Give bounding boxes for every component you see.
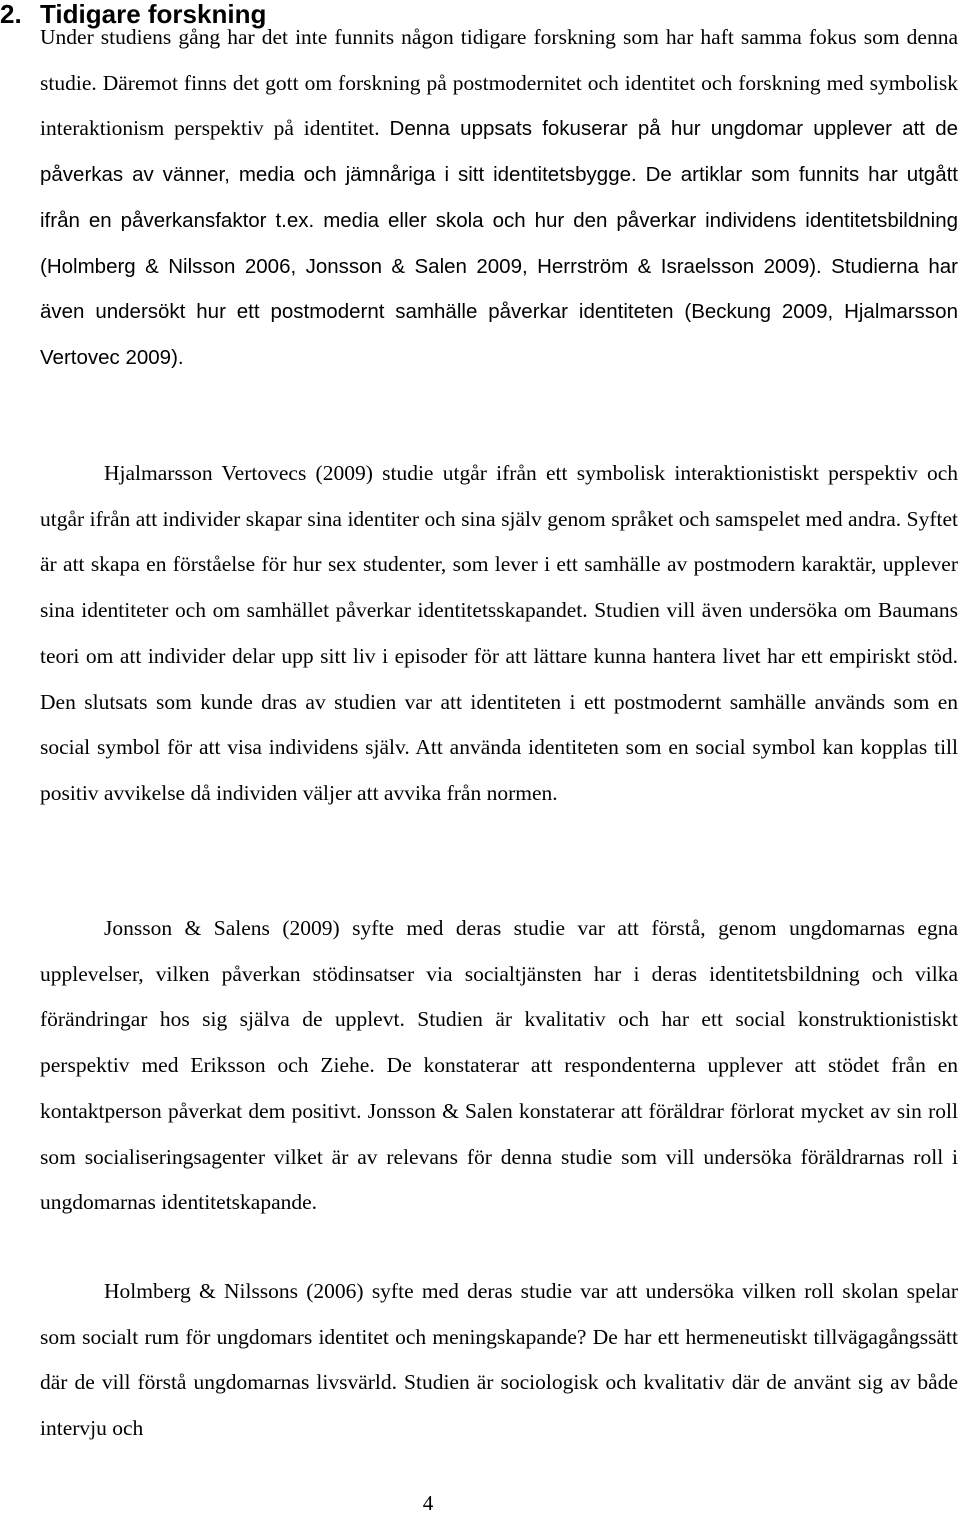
paragraph-intro-text: Under studiens gång har det inte funnits någon tidigare forskning som har haft samma fokus som denna studie. Däremot finns det gott om forskning på postmodernitet och identitet och forskning med symbolisk interaktionism perspektiv på identitet. <box>40 25 958 141</box>
section-title: Tidigare forskning <box>40 0 267 29</box>
paragraph-jonsson-salen: Jonsson & Salens (2009) syfte med deras studie var att förstå, genom ungdomarnas egna upplevelser, vilken påverkan stödinsatser via socialtjänsten har i deras identitetsbildning och vilka förändringar hos sig själva de upplevt. Studien är kvalitativ och har ett social konstruktionistiskt perspektiv med Eriksson och Ziehe. De konstaterar att respondenterna upplever att stödet från en kontaktperson påverkat dem positivt. Jonsson & Salen konstaterar att föräldrar förlorat mycket av sin roll som socialiseringsagenter vilket är av relevans för denna studie som vill undersöka föräldrarnas roll i ungdomarnas identitetskapande. <box>40 916 958 1215</box>
paragraph-holmberg-nilsson: Holmberg & Nilssons (2006) syfte med deras studie var att undersöka vilken roll skolan spelar som socialt rum för ungdomars identitet och meningskapande? De har ett hermeneutiskt tillvägagångssätt där de vill förstå ungdomarnas livsvärld. Studien är sociologisk och kvalitativ där de använt sig av både intervju och <box>40 1279 958 1441</box>
section-number: 2. <box>0 0 22 29</box>
paragraph-intro-focus-text: Denna uppsats fokuserar på hur ungdomar upplever att de påverkas av vänner, media och jämnåriga i sitt identitetsbygge. De artiklar som funnits har utgått ifrån en påverkansfaktor t.ex. media eller skola och hur den påverkar individens identitetsbildning (Holmberg & Nilsson 2006, Jonsson & Salen 2009, Herrström & Israelsson 2009). Studierna har även undersökt hur ett postmodernt samhälle påverkar identiteten (Beckung 2009, Hjalmarsson Vertovec 2009). <box>40 117 959 369</box>
paragraph-hjalmarsson: Hjalmarsson Vertovecs (2009) studie utgår ifrån ett symbolisk interaktionistiskt perspektiv och utgår ifrån att individer skapar sina identiter och sina själv genom språket och samspelet med andra. Syftet är att skapa en förståelse för hur sex studenter, som lever i ett samhälle av postmodern karaktär, upplever sina identiteter och om samhället påverkar identitetsskapandet. Studien vill även undersöka om Baumans teori om att individer delar upp sitt liv i episoder för att lättare kunna hantera livet har ett empiriskt stöd. Den slutsats som kunde dras av studien var att identiteten i ett postmodernt samhälle används som en social symbol för att visa individens själv. Att använda identiteten som en social symbol kan kopplas till positiv avvikelse då individen väljer att avvika från normen. <box>40 461 958 805</box>
paragraph-intro <box>40 15 958 381</box>
page-number: 4 <box>422 1491 434 1515</box>
